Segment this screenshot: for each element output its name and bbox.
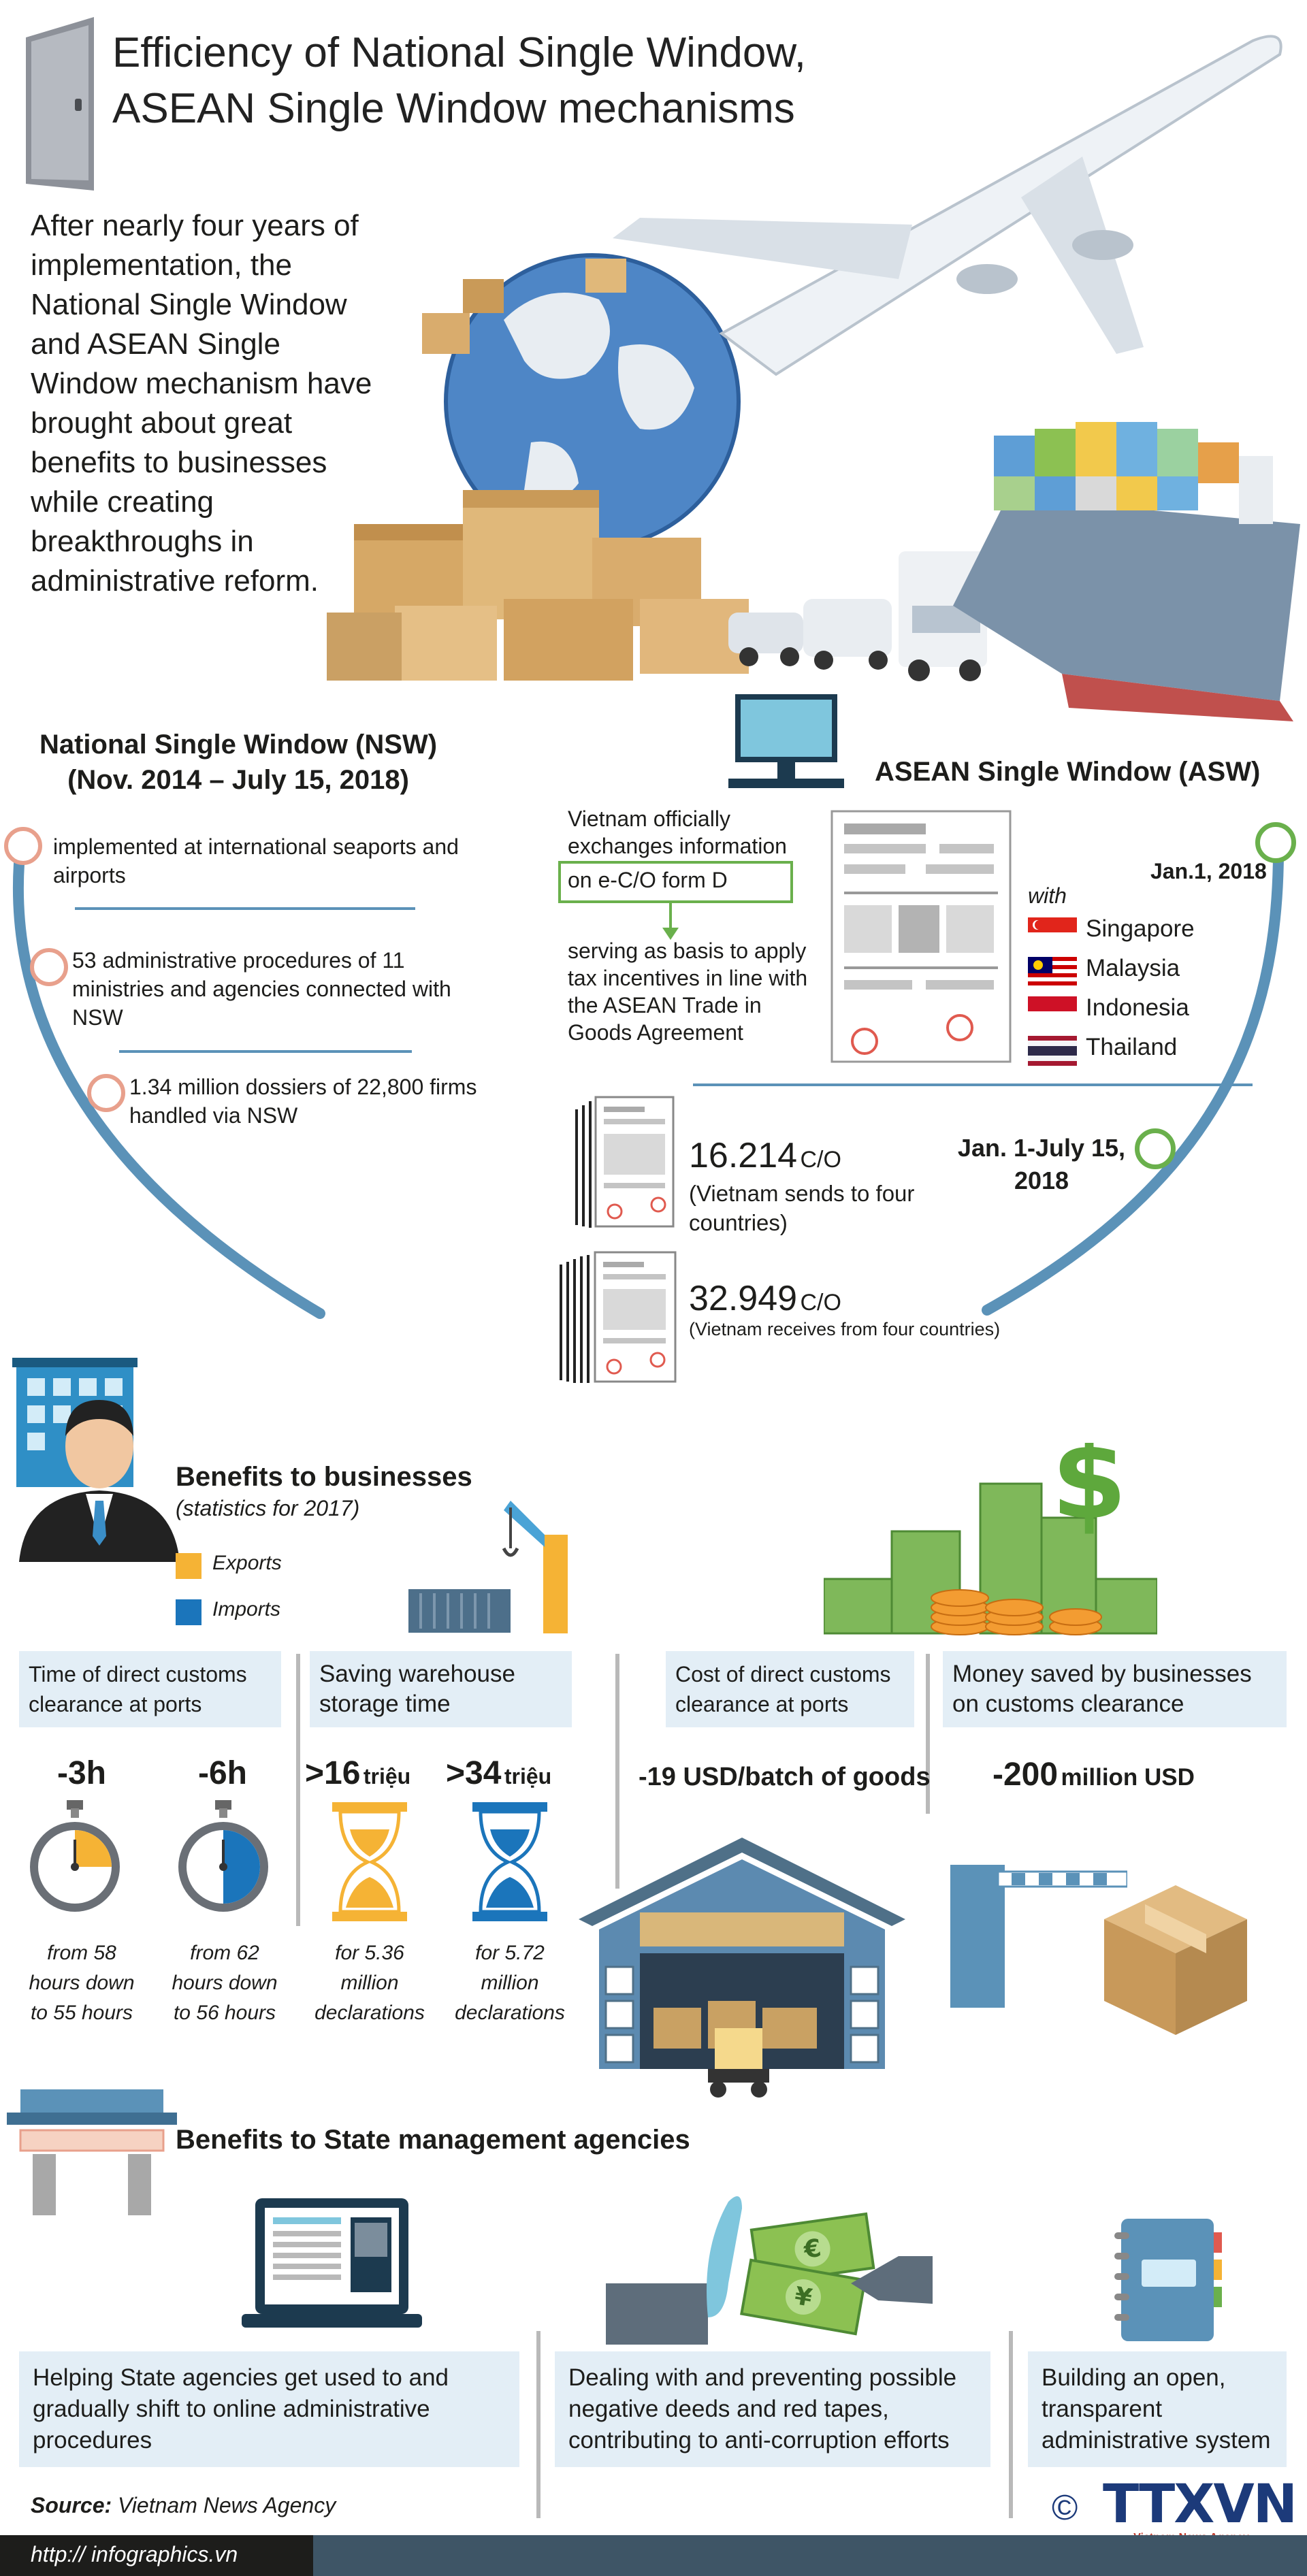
cardboard-box-icon xyxy=(1104,1878,1247,2035)
co-documents-icon xyxy=(558,1251,679,1384)
divider xyxy=(119,1050,412,1053)
separator xyxy=(296,1654,300,1926)
asw-date-2: Jan. 1-July 15, 2018 xyxy=(957,1134,1126,1194)
time-imports-value: -6h xyxy=(198,1755,247,1791)
svg-text:€: € xyxy=(802,2234,823,2264)
hourglass-imports-icon xyxy=(472,1802,547,1921)
asw-exchange-text: Vietnam officially exchanges information xyxy=(568,806,787,858)
trucks-icon xyxy=(728,551,987,681)
asw-marker-1 xyxy=(1255,822,1296,863)
source-line: Source: Vietnam News Agency xyxy=(31,2493,336,2517)
nsw-item-3: 1.34 million dossiers of 22,800 firms handled via NSW xyxy=(129,1075,477,1128)
eco-form-label: on e-C/O form D xyxy=(568,868,728,892)
stopwatch-imports-icon xyxy=(176,1800,271,1916)
storage-exports-note: for 5.36 million declarations xyxy=(314,1942,425,2024)
cost-box: Cost of direct customs clearance at ports xyxy=(666,1651,914,1727)
nsw-item-2: 53 administrative procedures of 11 ministries and agencies connected with NSW xyxy=(72,948,451,1030)
time-box: Time of direct customs clearance at ports xyxy=(19,1651,281,1727)
nsw-marker-1 xyxy=(4,827,42,865)
laptop-icon xyxy=(242,2198,422,2341)
state-item-2: Dealing with and preventing possible negative deeds and red tapes, contributing to anti-corruption efforts xyxy=(555,2351,990,2467)
country-indonesia: Indonesia xyxy=(1086,994,1189,1021)
intro-text: After nearly four years of implementation, the National Single Window and ASEAN Single Window mechanism have brought about great benefits to businesses while creating breakthroughs in administrative reform. xyxy=(31,209,372,598)
storage-box: Saving warehouse storage time xyxy=(310,1651,572,1727)
legend-imports-label: Imports xyxy=(212,1598,281,1620)
co-sent-value: 16.214 C/O xyxy=(689,1136,841,1175)
footer-url-link[interactable]: http:// infographics.vn xyxy=(31,2542,238,2566)
country-thailand: Thailand xyxy=(1086,1034,1178,1060)
legend-imports-swatch xyxy=(176,1599,201,1625)
co-documents-icon xyxy=(574,1096,676,1228)
computer-monitor-icon xyxy=(728,687,844,796)
legend-exports-swatch xyxy=(176,1553,201,1579)
business-title: Benefits to businesses xyxy=(176,1462,472,1492)
storage-imports-note: for 5.72 million declarations xyxy=(455,1942,565,2024)
co-received-value: 32.949 C/O xyxy=(689,1279,841,1318)
country-singapore: Singapore xyxy=(1086,915,1195,942)
title-line-1: Efficiency of National Single Window, xyxy=(112,29,806,76)
bribe-refusal-icon xyxy=(606,2181,933,2345)
country-malaysia: Malaysia xyxy=(1086,955,1180,981)
money-box: Money saved by businesses on customs clearance xyxy=(943,1651,1287,1727)
copyright-symbol: © xyxy=(1052,2488,1078,2528)
legend-exports-label: Exports xyxy=(212,1552,282,1574)
business-subtitle: (statistics for 2017) xyxy=(176,1496,360,1520)
co-received-desc: (Vietnam receives from four countries) xyxy=(689,1319,1001,1339)
asw-arc xyxy=(681,830,1307,1320)
title-line-2: ASEAN Single Window mechanisms xyxy=(112,85,795,132)
crane-container-icon xyxy=(408,1494,572,1633)
businessman-icon xyxy=(12,1358,182,1562)
cost-value: -19 USD/batch of goods xyxy=(639,1763,931,1791)
ttxvn-logo: TTXVN xyxy=(1103,2474,1296,2535)
state-title: Benefits to State management agencies xyxy=(176,2125,690,2155)
separator xyxy=(1009,2331,1013,2518)
asw-date-1: Jan.1, 2018 xyxy=(1150,859,1267,883)
divider xyxy=(75,907,415,910)
asw-title: ASEAN Single Window (ASW) xyxy=(875,757,1261,787)
government-gate-icon xyxy=(7,2089,177,2215)
svg-text:$: $ xyxy=(1051,1443,1127,1544)
time-exports-note: from 58 hours down to 55 hours xyxy=(29,1942,135,2024)
stopwatch-exports-icon xyxy=(27,1800,123,1916)
container-ship-icon xyxy=(953,422,1300,721)
with-label: with xyxy=(1028,883,1067,908)
hero-illustration xyxy=(300,20,1307,721)
state-item-1: Helping State agencies get used to and gradually shift to online administrative procedures xyxy=(19,2351,519,2467)
arrow-down-icon xyxy=(660,903,681,941)
storage-imports-value: >34 triệu xyxy=(446,1755,552,1791)
barrier-gate-icon xyxy=(950,1838,1127,2008)
time-exports-value: -3h xyxy=(57,1755,106,1791)
svg-text:¥: ¥ xyxy=(792,2282,814,2313)
warehouse-icon xyxy=(579,1838,905,2103)
money-saved-value: -200 million USD xyxy=(993,1757,1195,1793)
asw-basis-text: serving as basis to apply tax incentives in line with the ASEAN Trade in Goods Agreement xyxy=(568,939,808,1045)
nsw-marker-2 xyxy=(30,948,68,986)
nsw-item-1: implemented at international seaports and airports xyxy=(53,834,459,887)
hourglass-exports-icon xyxy=(332,1802,407,1921)
state-item-3: Building an open, transparent administrative system xyxy=(1028,2351,1287,2467)
nsw-marker-3 xyxy=(87,1074,125,1112)
time-imports-note: from 62 hours down to 56 hours xyxy=(172,1942,278,2024)
notebook-icon xyxy=(1114,2219,1223,2341)
storage-exports-value: >16 triệu xyxy=(305,1755,411,1791)
money-stacks-icon xyxy=(824,1443,1157,1640)
separator xyxy=(536,2331,540,2518)
nsw-title: National Single Window (NSW) (Nov. 2014 – July 15, 2018) xyxy=(39,730,438,795)
door-icon xyxy=(26,17,94,191)
co-sent-desc: (Vietnam sends to four countries) xyxy=(689,1181,915,1235)
